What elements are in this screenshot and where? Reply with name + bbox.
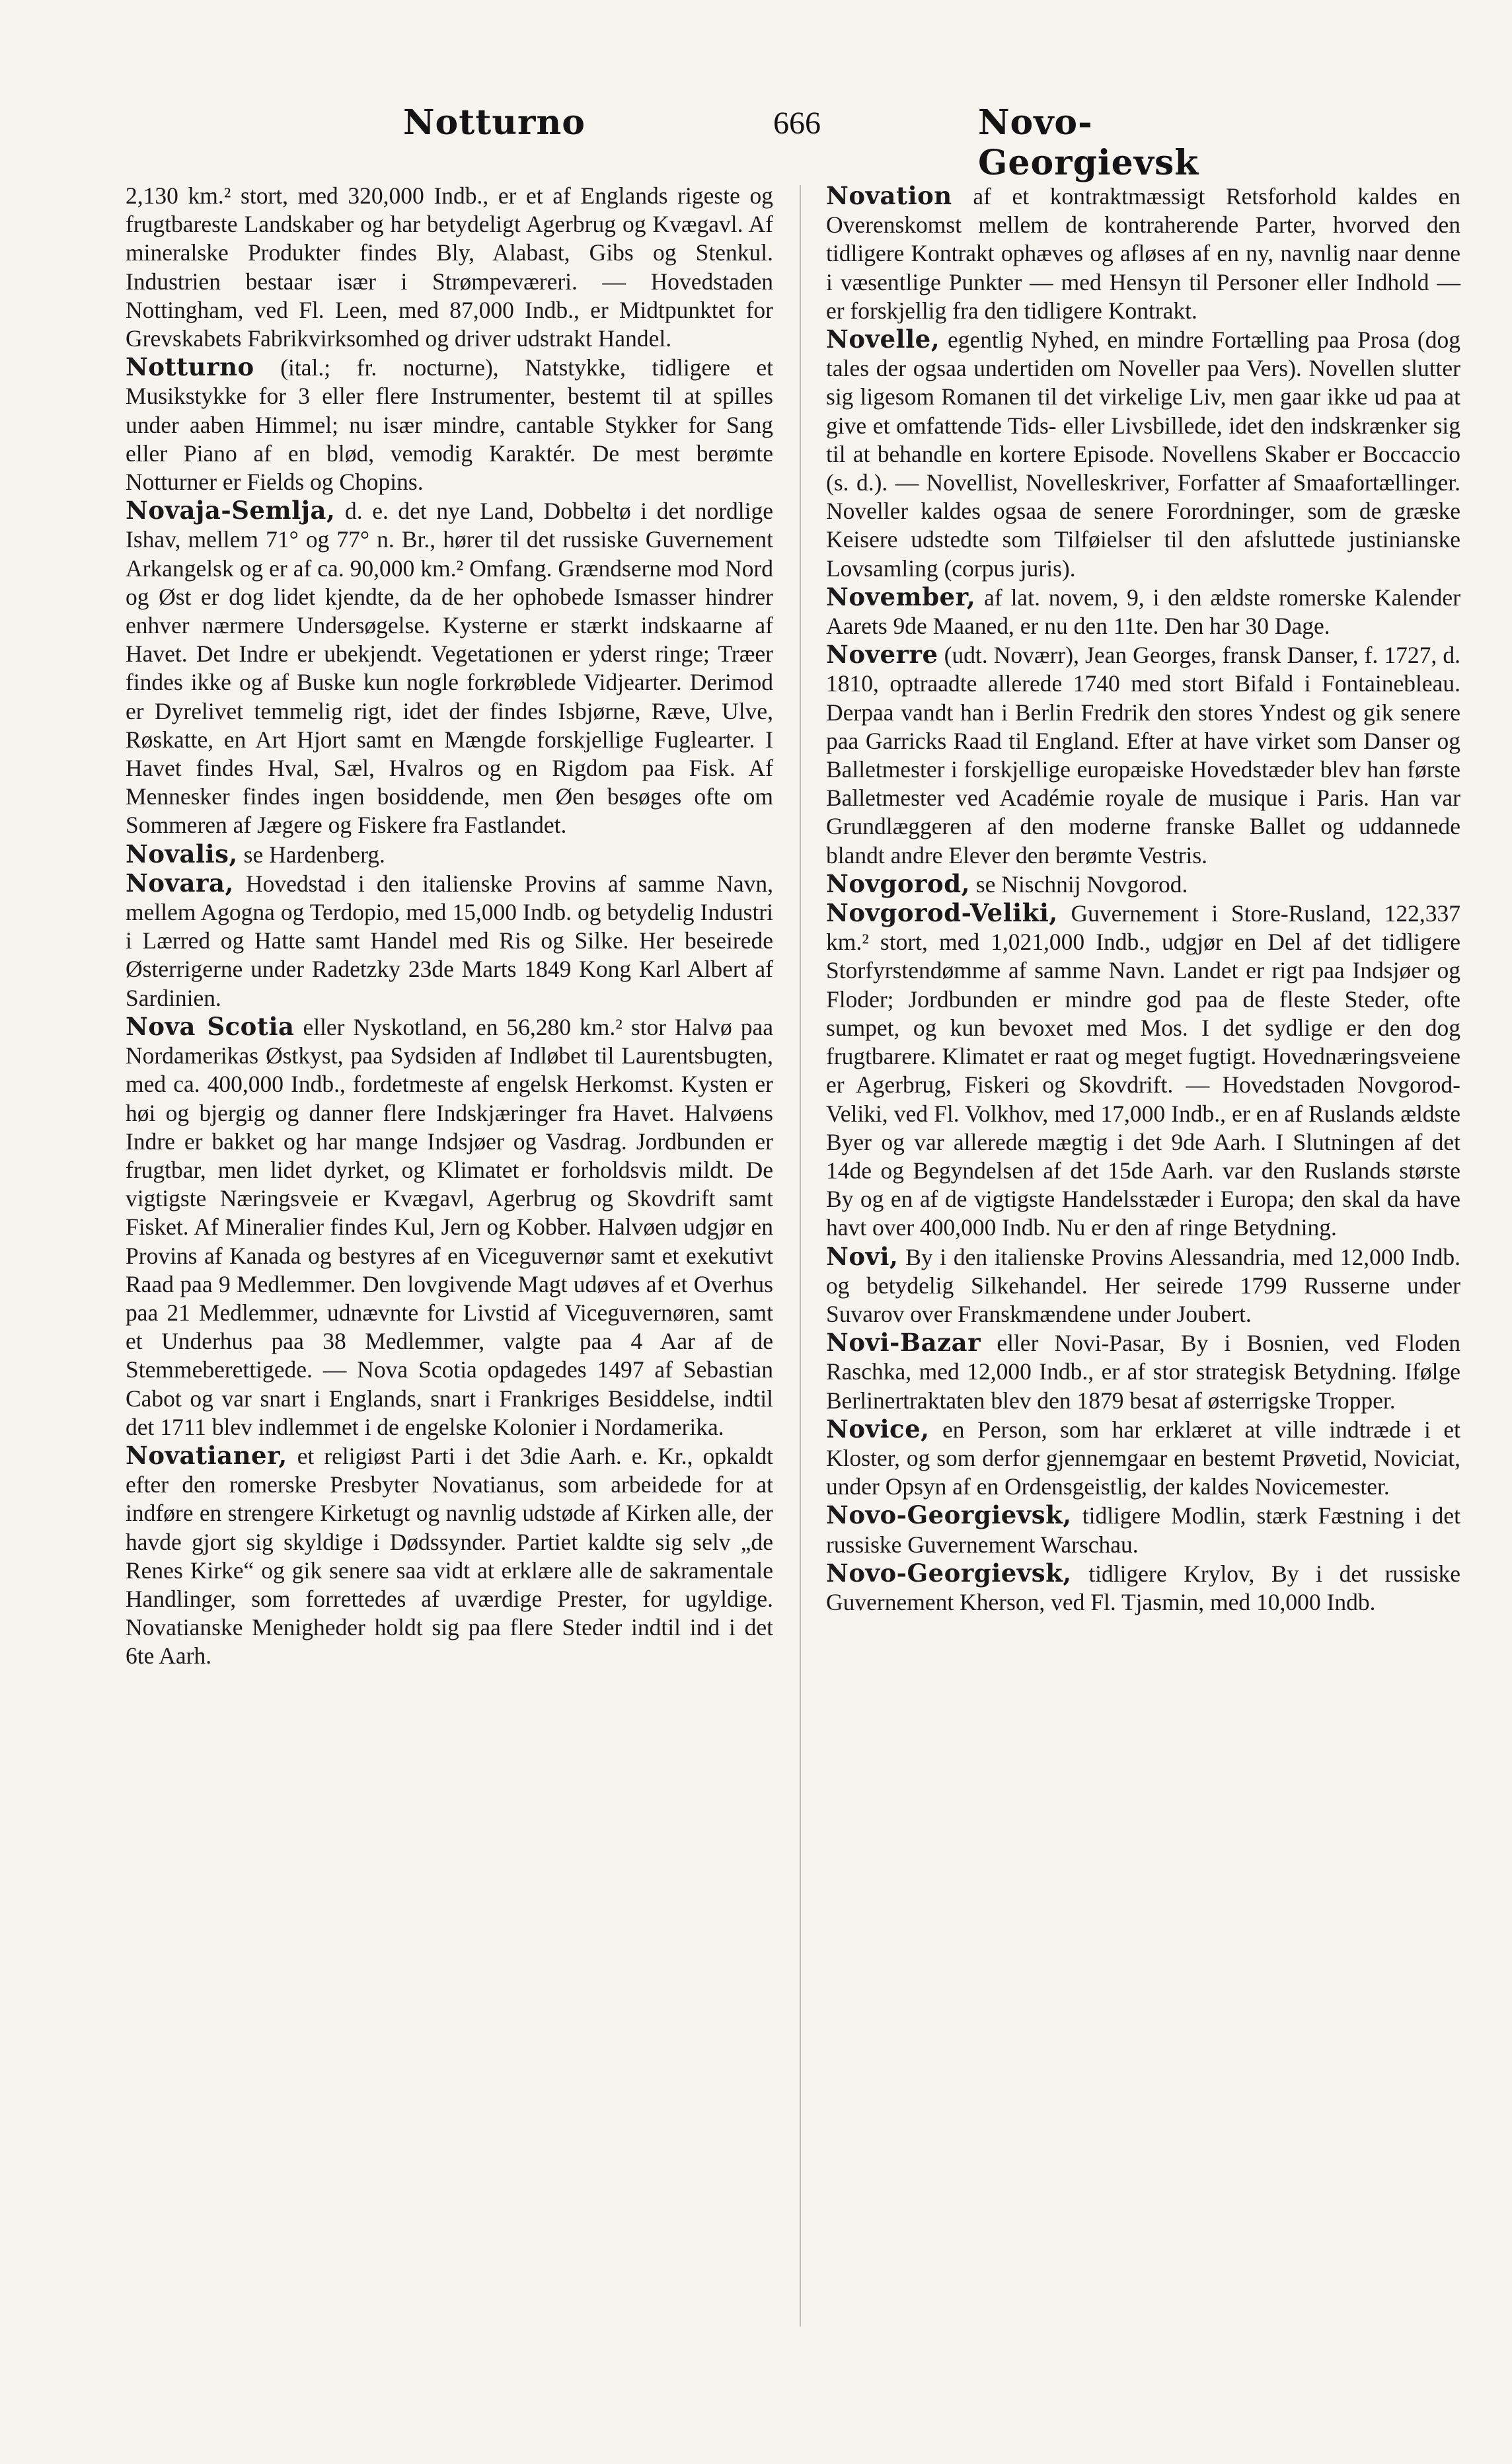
entry-text: en Person, som har erklæret at ville indtræde i et Kloster, og som derfor gjennemgaar en bestemt Prøvetid, Noviciat, under Opsyn af en Ordensgeistlig, der kaldes Novicemester.	[826, 1416, 1460, 1500]
entry-text: (udt. Noværr), Jean Georges, fransk Danser, f. 1727, d. 1810, optraadte allerede 1740 med stort Bifald i Fontainebleau. Derpaa vandt han i Berlin Fredrik den stores Yndest og gik senere paa Garricks Raad til England. Efter at have virket som Danser og Balletmester i forskjellige europæiske Hovedstæder blev han første Balletmester ved Académie royale de musique i Paris. Han var Grundlæggeren af den moderne franske Ballet og uddannede blandt andre Elever den berømte Vestris.	[826, 642, 1460, 868]
entry-novo-georgievsk-2	[826, 1559, 1460, 1617]
headword: Novgorod-Veliki,	[826, 898, 1058, 928]
entry-text: d. e. det nye Land, Dobbeltø i det nordlige Ishav, mellem 71° og 77° n. Br., hører til det russiske Guvernement Arkangelsk og er af ca. 90,000 km.² Omfang. Grændserne mod Nord og Øst er dog lidet kjendte, da de her ophobede Ismasser hindrer enhver nærmere Undersøgelse. Kysterne er stærkt indskaarne af Havet. Det Indre er ubekjendt. Vegetationen er yderst ringe; Træer findes ikke og af Buske kun nogle forkrøblede Vidjearter. Derimod er Dyrelivet temmelig rigt, idet der findes Isbjørne, Ræve, Ulve, Røskatte, en Art Hjort samt en Mængde forskjellige Fuglearter. I Havet findes Hval, Sæl, Hvalros og en Rigdom paa Fisk. Af Mennesker findes ingen bosiddende, men Øen besøges ofte om Sommeren af Jægere og Fiskere fra Fastlandet.	[126, 498, 774, 839]
entry-novaja-semlja	[126, 496, 773, 839]
entry-text: (ital.; fr. nocturne), Natstykke, tidligere et Musikstykke for 3 eller flere Instrumenter, bestemt til at spilles under aaben Himmel; nu især mindre, cantable Stykker for Sang eller Piano af en blød, vemodig Karaktér. De mest berømte Notturner er Fields og Chopins.	[126, 354, 773, 496]
entry-novalis	[126, 840, 773, 869]
headword: Notturno	[126, 352, 254, 382]
headword: Noverre	[826, 640, 938, 670]
entry-text: et religiøst Parti i det 3die Aarh. e. Kr., opkaldt efter den romerske Presbyter Novatianus, som arbeidede for at indføre en strengere Kirketugt og navnlig udstøde af Kirken alle, der havde gjort sig skyldige i Dødssynder. Partiet kaldte sig selv „de Renes Kirke“ og gik senere saa vidt at erklære alle de sakramentale Handlinger, som forrettedes af uværdige Prester, for ugyldige. Novatianske Menigheder holdt sig paa flere Steder indtil ind i det 6te Aarh.	[126, 1442, 773, 1670]
column-divider	[800, 185, 801, 2327]
headword: November,	[826, 582, 976, 611]
entry-text: eller Novi-Pasar, By i Bosnien, ved Floden Raschka, med 12,000 Indb., er af stor strategisk Betydning. Ifølge Berlinertraktaten blev den 1879 besat af østerrigske Tropper.	[826, 1330, 1461, 1414]
entry-text: egentlig Nyhed, en mindre Fortælling paa Prosa (dog tales der ogsaa undertiden om Noveller paa Vers). Novellen slutter sig ligesom Romanen til det virkelige Liv, men gaar ikke ud paa at give et omfattende Tids- eller Livsbillede, idet den indskrænker sig til at behandle en kortere Episode. Novellens Skaber er Boccaccio (s. d.). — Novellist, Novelleskriver, Forfatter af Smaafortællinger. Noveller kaldes ogsaa de senere Forordninger, som de græske Keisere udstedte som Tilføielser til den afsluttede justinianske Lovsamling (corpus juris).	[826, 327, 1460, 582]
entry-novice	[826, 1415, 1460, 1502]
entry-novi-bazar	[826, 1328, 1460, 1415]
headword: Novatianer,	[126, 1440, 287, 1470]
right-column	[826, 182, 1460, 1617]
entry-text: af et kontraktmæssigt Retsforhold kaldes en Overenskomst mellem de kontraherende Parter, hvorved den tidligere Kontrakt ophæves og afløses af en ny, navnlig naar denne i væsentlige Punkter — med Hensyn til Personer eller Indhold — er forskjellig fra den tidligere Kontrakt.	[826, 183, 1461, 324]
headword: Novaja-Semlja,	[126, 496, 336, 525]
entry-novi	[826, 1243, 1460, 1329]
page-header	[126, 102, 1256, 183]
entry-text: Guvernement i Store-Rusland, 122,337 km.² stort, med 1,021,000 Indb., udgjør en Del af det tidligere Storfyrstendømme af samme Navn. Landet er rigt paa Indsjøer og Floder; Jordbunden er mindre god paa de fleste Steder, ofte sumpet, og kun bevoxet med Mos. I det sydlige er den dog frugtbarere. Klimatet er raat og meget fugtigt. Hovednæringsveiene er Agerbrug, Fiskeri og Skovdrift. — Hovedstaden Novgorod-Veliki, ved Fl. Volkhov, med 17,000 Indb., er en af Ruslands ældste Byer og var allerede mægtig i det 9de Aarh. I Slutningen af det 14de og Begyndelsen af det 15de Aarh. var den Ruslands største By og en af de vigtigste Handelsstæder i Europa; den skal da have havt over 400,000 Indb. Nu er den af ringe Betydning.	[826, 900, 1461, 1241]
entry-text: eller Nyskotland, en 56,280 km.² stor Halvø paa Nordamerikas Østkyst, paa Sydsiden af Indløbet til Laurentsbugten, med ca. 400,000 Indb., fordetmeste af engelsk Herkomst. Kysten er høi og bjergig og danner flere Indskjæringer fra Havet. Halvøens Indre er bakket og har mange Indsjøer og Vasdrag. Jordbunden er frugtbar, men lidet dyrket, og Klimatet er forholdsvis mildt. De vigtigste Næringsveie er Kvægavl, Agerbrug og Skovdrift samt Fisket. Af Mineralier findes Kul, Jern og Kobber. Halvøen udgjør en Provins af Kanada og bestyres af en Viceguvernør samt et exekutivt Raad paa 9 Medlemmer. Den lovgivende Magt udøves af et Overhus paa 21 Medlemmer, udnævnte for Livstid af Viceguvernøren, samt et Underhus paa 38 Medlemmer, valgte paa 4 Aar af de Stemmeberettigede. — Nova Scotia opdagedes 1497 af Sebastian Cabot og var snart i Englands, snart i Frankriges Besiddelse, indtil det 1711 blev indlemmet i de engelske Kolonier i Nordamerika.	[126, 1013, 774, 1440]
entry-november	[826, 583, 1460, 640]
entry-novatianer	[126, 1442, 773, 1671]
page-number: 666	[773, 106, 821, 141]
headword: Nova Scotia	[126, 1011, 295, 1041]
headword: Novo-Georgievsk,	[826, 1558, 1072, 1588]
entry-novgorod-veliki	[826, 899, 1460, 1242]
entry-text: tidligere Krylov, By i det russiske Guvernement Kherson, ved Fl. Tjasmin, med 10,000 Indb.	[826, 1560, 1460, 1615]
headword: Novi-Bazar	[826, 1328, 981, 1358]
left-column	[126, 182, 773, 1671]
headword: Novara,	[126, 868, 234, 898]
header-right-catchword: Novo-Georgievsk	[978, 102, 1199, 183]
entry-text: tidligere Modlin, stærk Fæstning i det russiske Guvernement Warschau.	[826, 1502, 1461, 1558]
entry-novelle	[826, 325, 1460, 583]
header-left-catchword: Notturno	[403, 102, 586, 143]
headword: Novi,	[826, 1241, 899, 1271]
headword: Novo-Georgievsk,	[826, 1500, 1072, 1530]
headword: Novice,	[826, 1414, 930, 1444]
entry-text: By i den italienske Provins Alessandria, med 12,000 Indb. og betydelig Silkehandel. Her seirede 1799 Russerne under Suvarov over Franskmændene under Joubert.	[826, 1243, 1460, 1327]
entry-novara	[126, 869, 773, 1013]
headword: Novelle,	[826, 325, 940, 354]
entry-text: 2,130 km.² stort, med 320,000 Indb., er et af Englands rigeste og frugtbareste Landskaber og har betydeligt Agerbrug og Kvægavl. Af mineralske Produkter findes Bly, Alabast, Gibs og Stenkul. Industrien bestaar især i Strømpeværeri. — Hovedstaden Nottingham, ved Fl. Leen, med 87,000 Indb., er Midtpunktet for Grevskabets Fabrikvirksomhed og driver udstrakt Handel.	[126, 182, 773, 352]
entry-text: se Nischnij Novgorod.	[975, 870, 1188, 898]
entry-nova-scotia	[126, 1013, 773, 1442]
headword: Novation	[826, 181, 952, 210]
headword: Novalis,	[126, 839, 238, 868]
entry-novation	[826, 182, 1460, 325]
entry-text: Hovedstad i den italienske Provins af samme Navn, mellem Agogna og Terdopio, med 15,000 Indb. og betydelig Industri i Lærred og Hatte samt Handel med Ris og Silke. Her beseirede Østerrigerne under Radetzky 23de Marts 1849 Kong Karl Albert af Sardinien.	[126, 870, 774, 1011]
entry-novgorod	[826, 870, 1460, 899]
entry-nottingham-continued	[126, 182, 773, 353]
headword: Novgorod,	[826, 868, 970, 898]
entry-notturno	[126, 353, 773, 496]
entry-text: af lat. novem, 9, i den ældste romerske Kalender Aarets 9de Maaned, er nu den 11te. Den har 30 Dage.	[826, 584, 1461, 640]
entry-noverre	[826, 640, 1460, 870]
entry-novo-georgievsk-1	[826, 1501, 1460, 1559]
entry-text: se Hardenberg.	[243, 841, 385, 868]
